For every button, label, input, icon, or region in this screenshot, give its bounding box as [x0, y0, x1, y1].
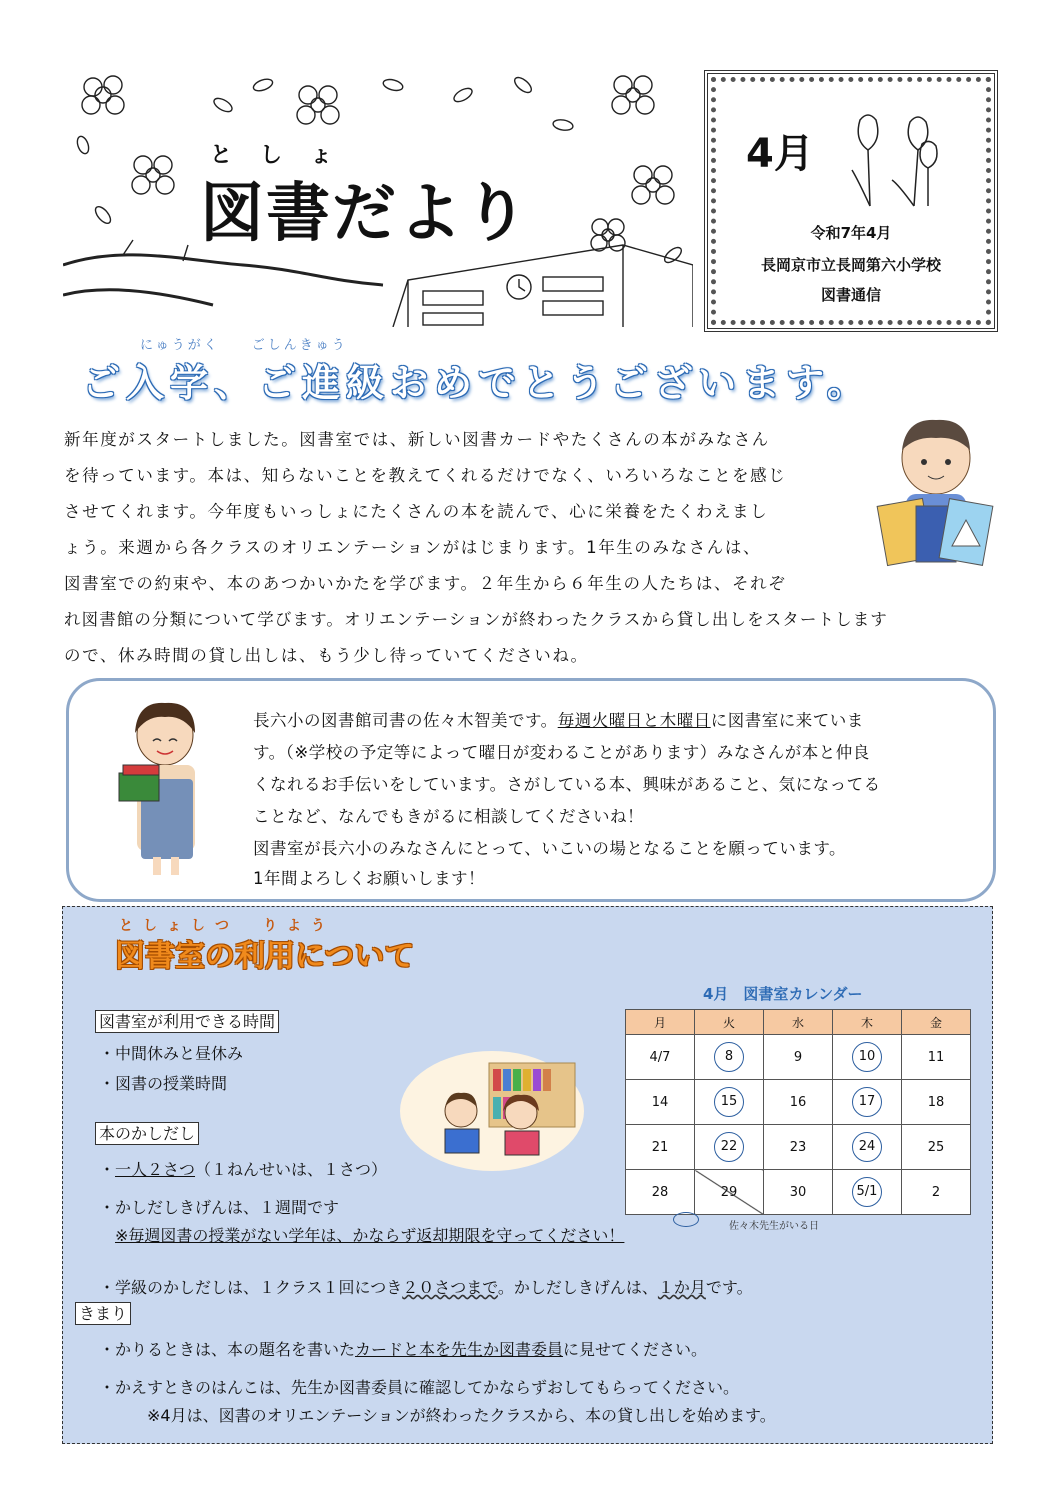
circled-day: 8 — [714, 1042, 744, 1072]
return-warning-text: ※毎週図書の授業がない学年は、かならず返却期限を守ってください！ — [115, 1226, 625, 1245]
weekday-header: 水 — [764, 1010, 833, 1035]
calendar-day: 16 — [789, 1094, 807, 1110]
rule-text: ・かりるときは、本の題名を書いた — [99, 1340, 356, 1359]
calendar-day: 11 — [927, 1049, 945, 1065]
class-lend-limit: ２０さつまで — [402, 1278, 498, 1297]
calendar-day-cell — [902, 1080, 971, 1125]
librarian-line: 1年間よろしくお願いします！ — [253, 869, 485, 888]
calendar-day-cell — [902, 1125, 971, 1170]
lend-item — [99, 1157, 387, 1180]
calendar-day: 9 — [793, 1049, 803, 1065]
issue-info-box — [704, 70, 998, 332]
librarian-line: くなれるお手伝いをしています。さがしている本、興味があること、気になってる — [253, 775, 881, 794]
calendar-day: 23 — [789, 1139, 807, 1155]
calendar-day: 25 — [927, 1139, 945, 1155]
return-warning — [115, 1223, 624, 1246]
librarian-line: す。（※学校の予定等によって曜日が変わることがあります）みなさんが本と仲良 — [253, 743, 870, 762]
calendar-day-cell — [626, 1080, 695, 1125]
rules-heading: きまり — [75, 1302, 131, 1325]
lend-limit-note: （１ねんせいは、１さつ） — [195, 1160, 388, 1179]
circled-day: 15 — [714, 1087, 744, 1117]
calendar-title: 4月 図書室カレンダー — [703, 985, 863, 1003]
calendar-day-cell — [626, 1170, 695, 1215]
tulip-icon — [848, 110, 948, 210]
calendar-day-cell — [833, 1035, 902, 1080]
calendar-day: 30 — [789, 1184, 807, 1200]
weekday-header: 月 — [626, 1010, 695, 1035]
intro-line: ので、休み時間の貸し出しは、もう少し待っていてくださいね。 — [64, 646, 589, 665]
lend-limit: 一人２さつ — [115, 1160, 196, 1179]
intro-line: 図書室での約束や、本のあつかいかたを学びます。２年生から６年生の人たちは、それぞ — [64, 574, 787, 593]
calendar-day-cell — [626, 1125, 695, 1170]
librarian-text: 長六小の図書館司書の佐々木智美です。 — [253, 711, 558, 730]
librarian-line — [253, 707, 864, 731]
lend-heading-wrap — [95, 1121, 199, 1144]
circled-day: 10 — [852, 1042, 882, 1072]
title-ruby: としょ — [210, 143, 361, 168]
calendar-day: 4/7 — [649, 1049, 671, 1065]
calendar-day-cell — [695, 1170, 764, 1215]
calendar-day-cell — [833, 1080, 902, 1125]
orientation-note: ※4月は、図書のオリエンテーションが終わったクラスから、本の貸し出しを始めます。 — [147, 1406, 776, 1425]
calendar-day-cell — [764, 1125, 833, 1170]
intro-line: れ図書館の分類について学びます。オリエンテーションが終わったクラスから貸し出しをスタートします — [64, 610, 888, 629]
intro-line: させてくれます。今年度もいっしょにたくさんの本を読んで、心に栄養をたくわえまし — [64, 502, 769, 521]
class-lend-text: ・学級のかしだしは、１クラス１回につき — [99, 1278, 403, 1297]
circled-day: 24 — [852, 1132, 882, 1162]
class-lend-text: 。かしだしきげんは、 — [497, 1278, 658, 1297]
school-name: 長岡京市立長岡第六小学校 — [760, 256, 941, 274]
intro-line: を待っています。本は、知らないことを教えてくれるだけでなく、いろいろなことを感じ — [64, 466, 787, 485]
calendar-day-cell — [902, 1035, 971, 1080]
circled-day: 22 — [714, 1132, 744, 1162]
usage-title-ruby: としょしつ りよう — [119, 918, 335, 934]
weekday-header: 木 — [833, 1010, 902, 1035]
calendar-day: 2 — [931, 1184, 941, 1200]
class-lend-period: １か月 — [657, 1278, 706, 1297]
hours-heading: 図書室が利用できる時間 — [95, 1010, 279, 1033]
calendar-day: 28 — [651, 1184, 669, 1200]
circled-day: 5/1 — [852, 1177, 882, 1207]
lend-item: ・かしだしきげんは、１週間です — [99, 1198, 340, 1217]
blossom-icon — [82, 76, 124, 114]
calendar-day-cell — [833, 1170, 902, 1215]
weekday-header: 金 — [902, 1010, 971, 1035]
congrats-heading: ご入学、ご進級おめでとうございます。 — [82, 361, 871, 405]
calendar-day: 21 — [651, 1139, 669, 1155]
hours-item: ・中間休みと昼休み — [99, 1044, 244, 1063]
weekday-header: 火 — [695, 1010, 764, 1035]
calendar-day-cell — [764, 1170, 833, 1215]
calendar-week-row — [626, 1035, 971, 1080]
calendar-week-row — [626, 1125, 971, 1170]
librarian-illustration — [113, 695, 213, 881]
calendar-week-row — [626, 1170, 971, 1215]
calendar-day: 29 — [720, 1184, 738, 1200]
kids-reading-illustration — [399, 1049, 585, 1173]
calendar-day-cell — [626, 1035, 695, 1080]
congrats-ruby: にゅうがく ごしんきゅう — [140, 338, 348, 353]
newsletter-name: 図書通信 — [820, 286, 881, 304]
intro-line: 新年度がスタートしました。図書室では、新しい図書カードやたくさんの本がみなさん — [64, 430, 770, 449]
library-calendar — [625, 1009, 971, 1215]
issue-date: 令和7年4月 — [810, 224, 892, 242]
usage-title: 図書室の利用について — [115, 939, 415, 974]
librarian-line: ことなど、なんでもきがるに相談してくださいね！ — [253, 807, 644, 826]
rule-item — [99, 1337, 707, 1360]
calendar-day: 14 — [651, 1094, 669, 1110]
rules-heading-wrap — [75, 1301, 131, 1324]
librarian-intro-box — [66, 678, 996, 902]
calendar-header-row — [626, 1010, 971, 1035]
rule-text: に見せてください。 — [563, 1340, 708, 1359]
class-lend-text: です。 — [705, 1278, 753, 1297]
librarian-text: に図書室に来ていま — [710, 711, 864, 730]
calendar-week-row — [626, 1080, 971, 1125]
librarian-days: 毎週火曜日と木曜日 — [557, 711, 711, 730]
class-lend-line — [99, 1275, 753, 1298]
page-title: 図書だより — [200, 177, 530, 251]
rule-item: ・かえすときのはんこは、先生か図書委員に確認してかならずおしてもらってください。 — [99, 1378, 740, 1397]
calendar-day-cell — [695, 1080, 764, 1125]
calendar-legend: 佐々木先生がいる日 — [729, 1221, 819, 1232]
calendar-day-cell — [695, 1035, 764, 1080]
calendar-day-cell — [764, 1035, 833, 1080]
boy-with-books-illustration — [876, 410, 996, 570]
calendar-day: 18 — [927, 1094, 945, 1110]
librarian-line: 図書室が長六小のみなさんにとって、いこいの場となることを願っています。 — [253, 839, 847, 858]
library-usage-section — [62, 906, 993, 1444]
legend-circle-icon — [673, 1212, 699, 1227]
intro-line: ょう。来週から各クラスのオリエンテーションがはじまります。1年生のみなさんは、 — [64, 538, 762, 557]
calendar-day-cell — [833, 1125, 902, 1170]
calendar-day-cell — [764, 1080, 833, 1125]
bullet: ・ — [99, 1160, 116, 1179]
hours-item: ・図書の授業時間 — [99, 1074, 228, 1093]
issue-month: 4月 — [746, 131, 814, 177]
calendar-day-cell — [695, 1125, 764, 1170]
lend-heading: 本のかしだし — [95, 1122, 199, 1145]
calendar-day-cell — [902, 1170, 971, 1215]
circled-day: 17 — [852, 1087, 882, 1117]
rule-emphasis: カードと本を先生か図書委員 — [355, 1340, 564, 1359]
hours-heading-wrap — [95, 1009, 279, 1032]
